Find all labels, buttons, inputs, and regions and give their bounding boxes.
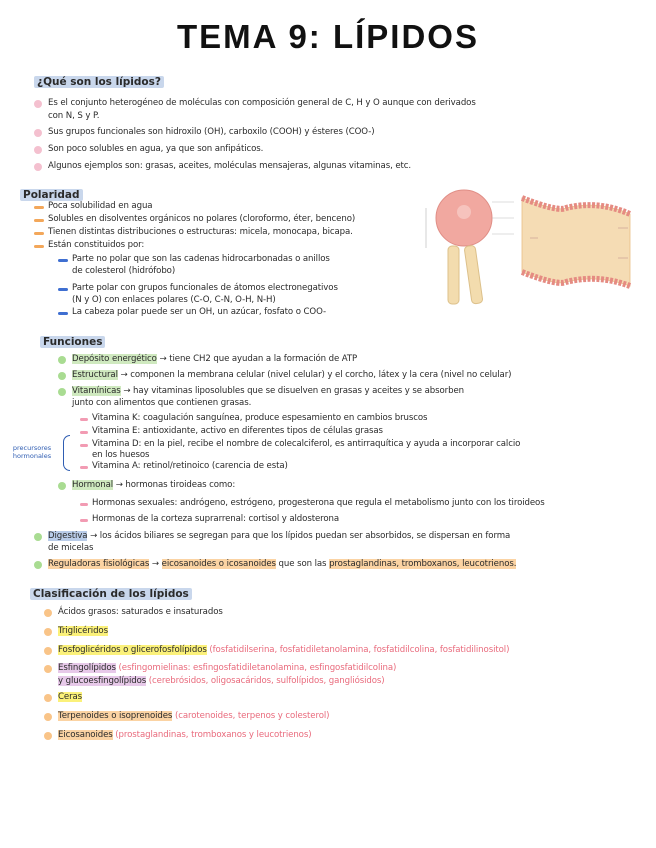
classification-main: Esfingolípidos bbox=[58, 663, 116, 673]
vitamin-item: Vitamina A: retinol/retinoico (carencia de esta) bbox=[92, 461, 288, 471]
sub-bullet-dash bbox=[58, 259, 68, 262]
function-highlight: prostaglandinas, tromboxanos, leucotrienos. bbox=[329, 559, 517, 569]
function-key: Estructural bbox=[72, 370, 118, 380]
sub-list-item-continuation: de colesterol (hidrófobo) bbox=[72, 266, 176, 276]
sub-bullet-dash bbox=[58, 312, 68, 315]
bullet-dot bbox=[44, 628, 52, 636]
section-heading-clasificacion: Clasificación de los lípidos bbox=[30, 588, 192, 600]
bullet-dot bbox=[44, 713, 52, 721]
bullet-dash bbox=[34, 245, 44, 248]
list-item: Sus grupos funcionales son hidroxilo (OH), carboxilo (COOH) y ésteres (COO-) bbox=[48, 127, 375, 137]
function-key: Depósito energético bbox=[72, 354, 157, 364]
list-item: Algunos ejemplos son: grasas, aceites, moléculas mensajeras, algunas vitaminas, etc. bbox=[48, 161, 412, 171]
side-note-line: hormonales bbox=[12, 452, 52, 460]
bullet-dot bbox=[58, 388, 66, 396]
bullet-dot bbox=[34, 129, 42, 137]
classification-main: Ceras bbox=[58, 692, 83, 702]
list-item bbox=[48, 558, 516, 570]
bullet-dash bbox=[34, 219, 44, 222]
classification-item bbox=[58, 644, 509, 656]
classification-main: Triglicéridos bbox=[58, 626, 108, 636]
list-item: Tienen distintas distribuciones o estructuras: micela, monocapa, bicapa. bbox=[48, 227, 353, 237]
classification-extra: (esfingomielinas: esfingosfatidiletanolamina, esfingosfatidilcolina) bbox=[118, 663, 397, 673]
classification-main: y glucoesfingolípidos bbox=[58, 676, 147, 686]
classification-item bbox=[58, 691, 82, 703]
classification-item bbox=[58, 662, 396, 674]
list-item-continuation: de micelas bbox=[48, 543, 94, 553]
sub-bullet-dash bbox=[80, 503, 88, 506]
function-key: Hormonal bbox=[72, 480, 114, 490]
side-note-line: precursores bbox=[12, 444, 52, 452]
list-item-continuation: junto con alimentos que contienen grasas. bbox=[72, 398, 252, 408]
sub-bullet-dash bbox=[80, 519, 88, 522]
classification-item-continuation bbox=[58, 675, 385, 687]
bullet-dot bbox=[34, 561, 42, 569]
vitamin-item: Vitamina K: coagulación sanguínea, produce espesamiento en cambios bruscos bbox=[92, 413, 428, 423]
sub-bullet-dash bbox=[80, 466, 88, 469]
bullet-dot bbox=[34, 100, 42, 108]
section-heading-polaridad: Polaridad bbox=[20, 189, 83, 201]
vitamin-item-continuation: en los huesos bbox=[92, 450, 150, 460]
classification-item bbox=[58, 729, 311, 741]
sub-bullet-dash bbox=[80, 418, 88, 421]
sub-bullet-dash bbox=[58, 288, 68, 291]
vitamin-item: Vitamina D: en la piel, recibe el nombre de colecalciferol, es antirraquítica y ayuda a incorporar calcio bbox=[92, 439, 521, 449]
list-item-continuation: con N, S y P. bbox=[48, 111, 100, 121]
page-title: TEMA 9: LÍPIDOS bbox=[177, 18, 479, 55]
classification-item bbox=[58, 606, 223, 618]
classification-extra: (fosfatidilserina, fosfatidiletanolamina, fosfatidilcolina, fosfatidilinositol) bbox=[209, 645, 510, 655]
list-item: Son poco solubles en agua, ya que son anfipáticos. bbox=[48, 144, 264, 154]
phosphate-group-icon bbox=[457, 205, 471, 219]
section-heading-que-son: ¿Qué son los lípidos? bbox=[34, 76, 164, 88]
list-item: Es el conjunto heterogéneo de moléculas con composición general de C, H y O aunque con derivados bbox=[48, 98, 476, 108]
function-highlight: eicosanoides o icosanoides bbox=[161, 559, 276, 569]
bullet-dot bbox=[34, 146, 42, 154]
classification-item bbox=[58, 625, 108, 637]
list-item: Solubles en disolventes orgánicos no polares (cloroformo, éter, benceno) bbox=[48, 214, 356, 224]
function-text: → los ácidos biliares se segregan para que los lípidos puedan ser absorbidos, se dispersan en forma bbox=[90, 531, 511, 541]
hormone-item: Hormonas sexuales: andrógeno, estrógeno, progesterona que regula el metabolismo junto con los tiroideos bbox=[92, 498, 545, 508]
bullet-dot bbox=[58, 482, 66, 490]
bullet-dot bbox=[44, 665, 52, 673]
bullet-dash bbox=[34, 206, 44, 209]
classification-extra: (prostaglandinas, tromboxanos y leucotrienos) bbox=[115, 730, 312, 740]
bullet-dot bbox=[34, 533, 42, 541]
function-text: → tiene CH2 que ayudan a la formación de ATP bbox=[159, 354, 358, 364]
bullet-dot bbox=[34, 163, 42, 171]
function-text: → hormonas tiroideas como: bbox=[115, 480, 236, 490]
bullet-dot bbox=[58, 356, 66, 364]
function-arrow: → bbox=[151, 559, 159, 569]
classification-extra: (cerebrósidos, oligosacáridos, sulfolípidos, gangliósidos) bbox=[148, 676, 385, 686]
sub-bullet-dash bbox=[80, 444, 88, 447]
function-text: que son las bbox=[278, 559, 327, 569]
classification-main: Eicosanoides bbox=[58, 730, 113, 740]
bullet-dot bbox=[44, 732, 52, 740]
sub-list-item: La cabeza polar puede ser un OH, un azúcar, fosfato o COO- bbox=[72, 307, 326, 317]
classification-main: Fosfoglicéridos o glicerofosfolípidos bbox=[58, 645, 207, 655]
classification-main: Terpenoides o isoprenoides bbox=[58, 711, 173, 721]
side-note bbox=[4, 444, 60, 460]
classification-main: Ácidos grasos: saturados e insaturados bbox=[58, 607, 223, 617]
sub-bullet-dash bbox=[80, 431, 88, 434]
sub-list-item: Parte no polar que son las cadenas hidrocarbonadas o anillos bbox=[72, 254, 330, 264]
side-note-bracket bbox=[63, 435, 70, 471]
bullet-dot bbox=[44, 609, 52, 617]
sub-list-item-continuation: (N y O) con enlaces polares (C-O, C-N, O-H, N-H) bbox=[72, 295, 276, 305]
hormone-item: Hormonas de la corteza suprarrenal: cortisol y aldosterona bbox=[92, 514, 340, 524]
list-item bbox=[72, 479, 235, 491]
function-key: Reguladoras fisiológicas bbox=[48, 559, 150, 569]
list-item bbox=[72, 385, 464, 397]
list-item bbox=[48, 530, 510, 542]
section-heading-funciones: Funciones bbox=[40, 336, 105, 348]
classification-extra: (carotenoides, terpenos y colesterol) bbox=[174, 711, 330, 721]
sub-list-item: Parte polar con grupos funcionales de átomos electronegativos bbox=[72, 283, 338, 293]
fatty-acid-tail-icon bbox=[448, 246, 459, 304]
phospholipid-illustration bbox=[418, 188, 638, 306]
bullet-dot bbox=[58, 372, 66, 380]
list-item bbox=[72, 353, 357, 365]
bullet-dash bbox=[34, 232, 44, 235]
classification-item bbox=[58, 710, 329, 722]
function-text: → hay vitaminas liposolubles que se disuelven en grasas y aceites y se absorben bbox=[123, 386, 465, 396]
bullet-dot bbox=[44, 647, 52, 655]
vitamin-item: Vitamina E: antioxidante, activo en diferentes tipos de células grasas bbox=[92, 426, 383, 436]
function-key: Vitamínicas bbox=[72, 386, 121, 396]
function-text: → componen la membrana celular (nivel celular) y el corcho, látex y la cera (nivel no celular) bbox=[120, 370, 512, 380]
bullet-dot bbox=[44, 694, 52, 702]
fatty-acid-tail-icon bbox=[464, 245, 483, 304]
list-item bbox=[72, 369, 511, 381]
function-key: Digestiva bbox=[48, 531, 88, 541]
list-item: Poca solubilidad en agua bbox=[48, 201, 153, 211]
list-item: Están constituidos por: bbox=[48, 240, 145, 250]
